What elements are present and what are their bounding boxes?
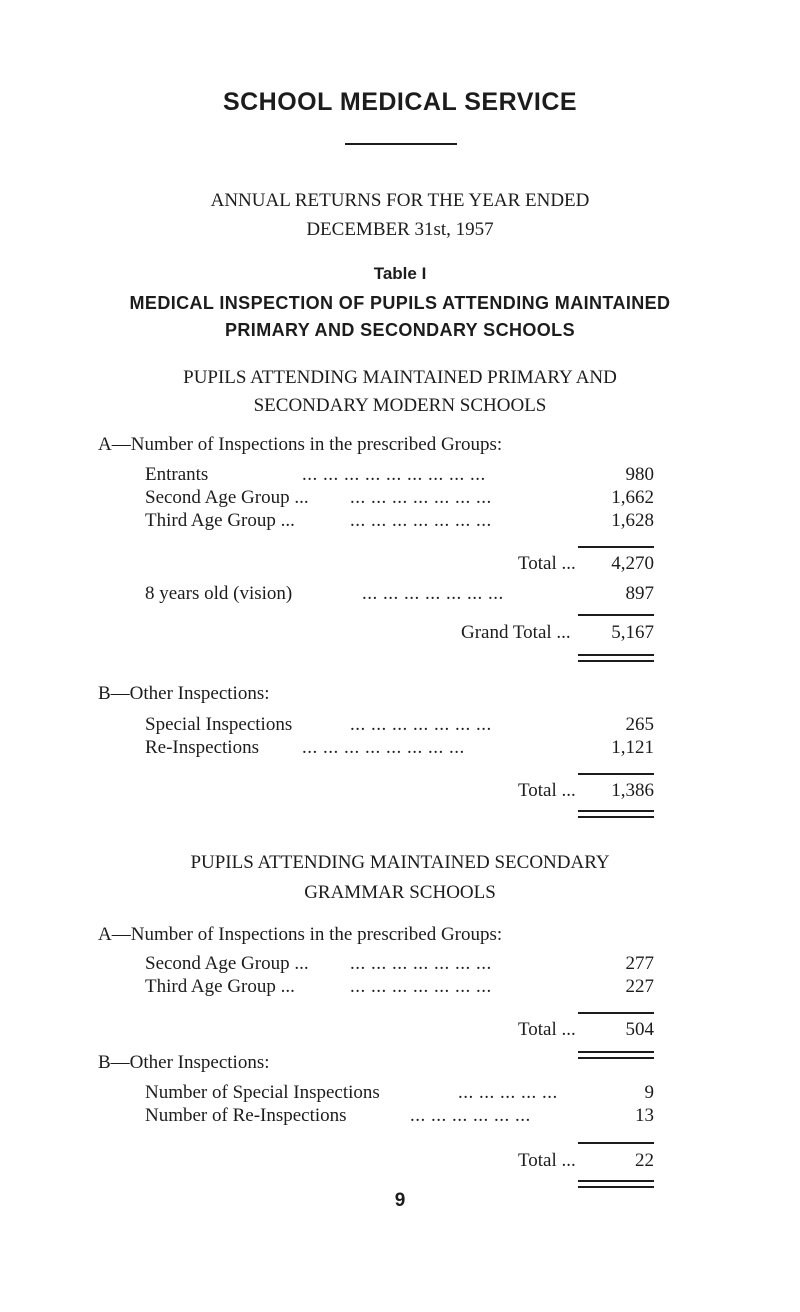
row-value: 1,662 xyxy=(611,487,654,508)
row-label: Special Inspections xyxy=(145,714,293,735)
row-dots: ... ... ... ... ... ... ... xyxy=(350,510,492,531)
row-value: 1,121 xyxy=(611,737,654,758)
row-value: 9 xyxy=(644,1082,654,1103)
table-title-line2: PRIMARY AND SECONDARY SCHOOLS xyxy=(225,320,575,340)
section1-heading-line2: SECONDARY MODERN SCHOOLS xyxy=(253,395,547,416)
section2-b-heading: B—Other Inspections: xyxy=(98,1052,270,1073)
row-value: 13 xyxy=(635,1105,654,1126)
total-double-rule xyxy=(578,654,654,662)
row-value: 1,628 xyxy=(611,510,654,531)
section2-a-heading: A—Number of Inspections in the prescribed Groups: xyxy=(98,924,503,945)
row-label: Number of Special Inspections xyxy=(145,1082,380,1103)
subtotal-rule xyxy=(578,1012,654,1014)
row-dots: ... ... ... ... ... ... ... ... xyxy=(302,737,465,758)
row-dots: ... ... ... ... ... xyxy=(458,1082,558,1103)
row-label: Entrants xyxy=(145,464,209,485)
total-label: Total ... xyxy=(518,1150,576,1171)
grand-total-label: Grand Total ... xyxy=(461,622,571,643)
returns-subtitle-line1: ANNUAL RETURNS FOR THE YEAR ENDED xyxy=(210,190,590,211)
subtotal-rule xyxy=(578,773,654,775)
subtotal-rule xyxy=(578,546,654,548)
page-number: 9 xyxy=(394,1190,406,1211)
total-value: 1,386 xyxy=(611,780,654,801)
row-dots: ... ... ... ... ... ... ... xyxy=(350,976,492,997)
total-double-rule xyxy=(578,1051,654,1059)
grand-total-value: 5,167 xyxy=(611,622,654,643)
section1-b-heading: B—Other Inspections: xyxy=(98,683,270,704)
total-double-rule xyxy=(578,810,654,818)
table-title-line1: MEDICAL INSPECTION OF PUPILS ATTENDING MAINTAINED xyxy=(129,293,671,313)
row-dots: ... ... ... ... ... ... ... ... ... xyxy=(302,464,486,485)
row-dots: ... ... ... ... ... ... ... xyxy=(350,714,492,735)
row-dots: ... ... ... ... ... ... ... xyxy=(350,953,492,974)
row-value: 980 xyxy=(625,464,654,485)
total-value: 504 xyxy=(625,1019,654,1040)
row-value: 897 xyxy=(625,583,654,604)
total-label: Total ... xyxy=(518,553,576,574)
row-label: Third Age Group ... xyxy=(145,976,295,997)
row-value: 265 xyxy=(625,714,654,735)
total-label: Total ... xyxy=(518,780,576,801)
row-label: Number of Re-Inspections xyxy=(145,1105,347,1126)
returns-subtitle-line2: DECEMBER 31st, 1957 xyxy=(306,219,494,240)
total-double-rule xyxy=(578,1180,654,1188)
total-value: 4,270 xyxy=(611,553,654,574)
row-value: 227 xyxy=(625,976,654,997)
subtotal-rule xyxy=(578,1142,654,1144)
page-title: SCHOOL MEDICAL SERVICE xyxy=(222,88,578,116)
row-label: Re-Inspections xyxy=(145,737,259,758)
total-value: 22 xyxy=(635,1150,654,1171)
row-dots: ... ... ... ... ... ... ... xyxy=(350,487,492,508)
total-label: Total ... xyxy=(518,1019,576,1040)
table-label: Table I xyxy=(373,264,427,283)
row-label: Second Age Group ... xyxy=(145,487,309,508)
section2-heading-line2: GRAMMAR SCHOOLS xyxy=(304,882,496,903)
row-label: Third Age Group ... xyxy=(145,510,295,531)
section1-heading-line1: PUPILS ATTENDING MAINTAINED PRIMARY AND xyxy=(183,367,617,388)
row-value: 277 xyxy=(625,953,654,974)
subtotal-rule xyxy=(578,614,654,616)
title-rule xyxy=(345,143,457,145)
section1-a-heading: A—Number of Inspections in the prescribed Groups: xyxy=(98,434,503,455)
row-dots: ... ... ... ... ... ... xyxy=(410,1105,531,1126)
section2-heading-line1: PUPILS ATTENDING MAINTAINED SECONDARY xyxy=(190,852,610,873)
row-label: 8 years old (vision) xyxy=(145,583,293,604)
row-dots: ... ... ... ... ... ... ... xyxy=(362,583,504,604)
row-label: Second Age Group ... xyxy=(145,953,309,974)
